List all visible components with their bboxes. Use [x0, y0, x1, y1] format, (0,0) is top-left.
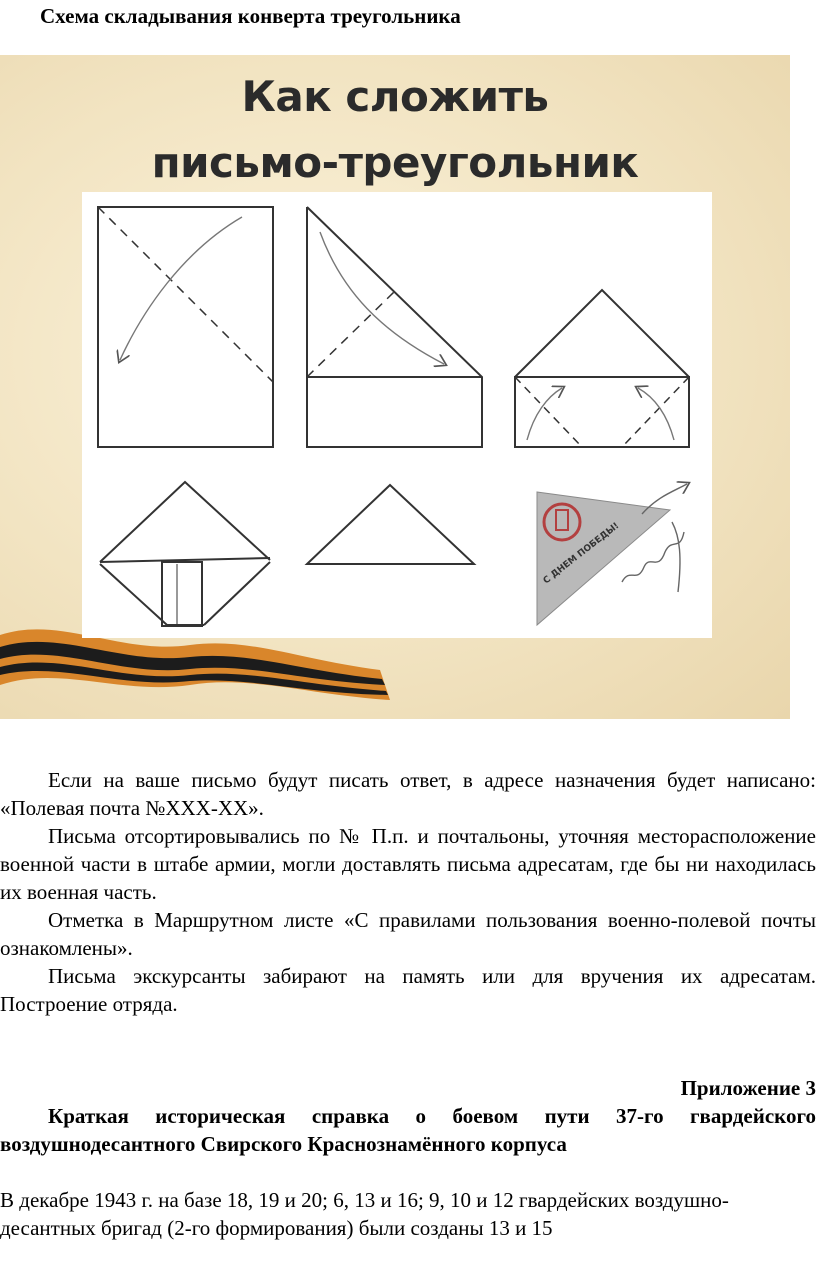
appendix-title: Краткая историческая справка о боевом пути 37-го гвардейского воздушнодесантного Свирского Краснознамённого корпуса — [0, 1104, 816, 1156]
step-3-envelope — [515, 290, 689, 447]
diagram-panel — [82, 192, 712, 638]
body-text — [0, 766, 816, 1018]
folding-diagram-figure — [0, 55, 790, 719]
figure-title-line2: письмо-треугольник — [151, 138, 639, 187]
paragraph-route-sheet: Отметка в Маршрутном листе «С правилами пользования военно-полевой почты ознакомлены». — [0, 908, 816, 960]
step-4-fold — [100, 482, 270, 626]
stamp-text: С ДНЕМ ПОБЕДЫ! — [541, 521, 622, 587]
step-1-sheet — [98, 207, 273, 447]
section-heading: Схема складывания конверта треугольника — [40, 4, 461, 28]
appendix-section — [0, 1074, 816, 1158]
folding-steps-diagram — [82, 192, 712, 638]
paragraph-field-post-address: Если на ваше письмо будут писать ответ, в адресе назначения будет написано: «Полевая почта №XXX-XX». — [0, 768, 816, 820]
step-6-finished-letter — [537, 484, 687, 625]
appendix-body-text: В декабре 1943 г. на базе 18, 19 и 20; 6, 13 и 16; 9, 10 и 12 гвардейских воздушно-десантных бригад (2-го формирования) были созданы 13 и 15 — [0, 1188, 729, 1240]
paragraph-letters-keepsake: Письма экскурсанты забирают на память или для вручения их адресатам. Построение отряда. — [0, 964, 816, 1016]
appendix-label: Приложение 3 — [680, 1076, 816, 1100]
appendix-body — [0, 1186, 816, 1242]
figure-title-line1: Как сложить — [241, 72, 549, 121]
paragraph-sorting: Письма отсортировывались по № П.п. и почтальоны, уточняя месторасположение военной части в штабе армии, могли доставлять письма адресатам, где бы ни находилась их военная часть. — [0, 824, 816, 904]
step-2-sheet — [307, 207, 482, 447]
step-5-triangle — [307, 485, 474, 564]
